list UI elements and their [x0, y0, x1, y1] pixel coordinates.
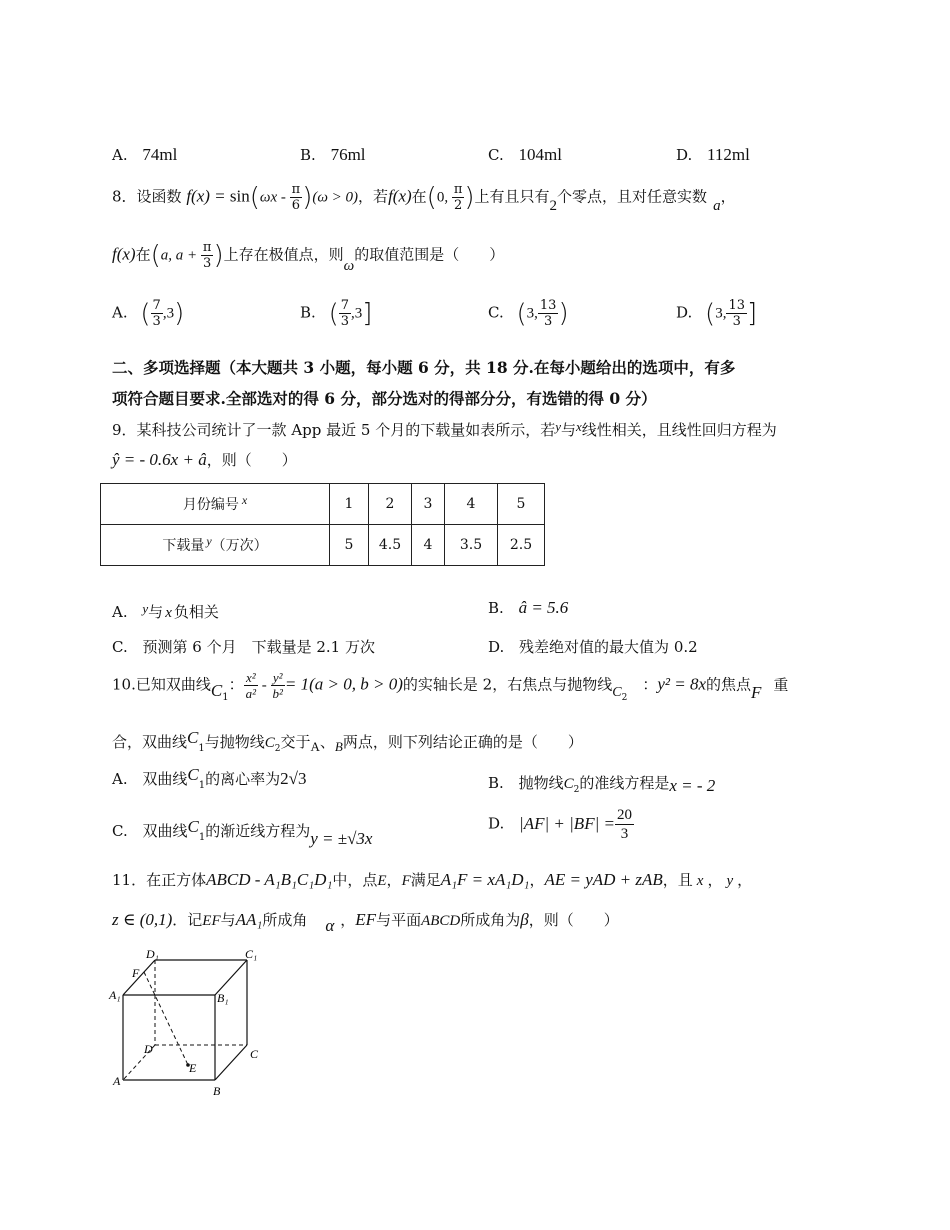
- option-value: 2√3: [280, 769, 307, 788]
- option-label: B.: [300, 146, 316, 164]
- option-label: D.: [488, 814, 505, 833]
- header-var: x: [241, 493, 248, 507]
- formula-cond: (ω > 0): [312, 189, 359, 206]
- text: 的取值范围是（ ）: [354, 245, 505, 264]
- download-table: [100, 483, 545, 566]
- regression-equation: ŷ = - 0.6x + â: [112, 450, 207, 469]
- option-value: 74ml: [142, 145, 178, 164]
- option-label: D.: [676, 303, 693, 322]
- denominator: 3: [620, 826, 629, 842]
- text: 的渐近线方程为: [205, 822, 311, 840]
- paren: ): [558, 298, 569, 329]
- minus: -: [258, 677, 271, 694]
- text: ，: [340, 911, 356, 929]
- option-value: 76ml: [330, 145, 366, 164]
- frac-7-3: $\frac{7}{3}$: [340, 298, 350, 329]
- table-header-month: [101, 484, 330, 525]
- text: 与: [148, 603, 164, 621]
- text: 与抛物线: [204, 733, 265, 751]
- angle-beta: β: [520, 910, 529, 929]
- parabola-equation: y² = 8x: [657, 674, 706, 694]
- option-label: D.: [676, 146, 693, 164]
- var-c1: C: [187, 765, 199, 784]
- option-value: 104ml: [518, 145, 562, 164]
- label-a1: A₁: [109, 988, 121, 1002]
- label-f: F: [132, 966, 140, 980]
- table-cell: 3.5: [445, 525, 498, 566]
- var-c2: C: [264, 735, 275, 751]
- frac-pi-3: $\frac{\pi}{3}$: [202, 240, 212, 271]
- q8-option-d: [676, 298, 757, 329]
- paren: (: [249, 182, 260, 213]
- text: 抛物线: [518, 774, 564, 792]
- q8-line2: [112, 240, 505, 274]
- plane-abcd: ABCD: [421, 913, 461, 929]
- sub: 1: [198, 832, 206, 843]
- frac-pi-6: $\frac{\pi}{6}$: [291, 182, 301, 213]
- q7-option-a: [112, 145, 177, 165]
- text: 的离心率为: [205, 770, 281, 788]
- q11-line1: [112, 869, 752, 890]
- q8-option-a: [112, 298, 184, 329]
- frac-13-3: $\frac{13}{3}$: [539, 298, 557, 329]
- table-cell: 2: [369, 484, 412, 525]
- z-range: z ∈ (0,1): [112, 910, 173, 929]
- text: ，: [529, 871, 545, 889]
- text: 个零点，且对任意实数: [557, 187, 708, 206]
- text: ，若: [358, 187, 389, 206]
- text: 与: [220, 911, 236, 929]
- table-cell: 2.5: [498, 525, 545, 566]
- text: 11．在正方体: [112, 871, 207, 889]
- paren: ): [213, 240, 224, 271]
- option-label: A.: [112, 303, 128, 322]
- text: 在: [135, 245, 151, 264]
- var-c2: C: [563, 776, 574, 792]
- var-omega: ω: [343, 257, 355, 274]
- q10-option-c: [112, 817, 373, 848]
- option-label: B.: [300, 303, 316, 322]
- option-value: 预测第 6 个月 下载量是 2.1 万次: [142, 638, 375, 656]
- text: ，且: [662, 871, 693, 889]
- text: 负相关: [173, 603, 219, 621]
- formula-sin: sin: [229, 186, 250, 206]
- text: 所成角为: [460, 911, 521, 929]
- text: 、: [319, 733, 335, 751]
- section-heading-line1: 二、多项选择题（本大题共 3 小题，每小题 6 分，共 18 分.在每小题给出的选项中，有多: [112, 358, 736, 377]
- option-label: C.: [488, 303, 504, 322]
- text: 双曲线: [142, 770, 188, 788]
- text: 交于: [280, 733, 311, 751]
- paren: (: [140, 298, 151, 329]
- section-heading-line2: 项符合题目要求.全部选对的得 6 分，部分选对的得部分分，有选错的得 0 分）: [112, 389, 657, 408]
- q9-option-a: [112, 601, 219, 622]
- sub: 2: [573, 785, 580, 795]
- point-a: A: [310, 739, 320, 754]
- cube-figure: [100, 940, 280, 1105]
- label-b: B: [213, 1084, 221, 1098]
- option-label: C.: [112, 638, 128, 656]
- var-y: y: [726, 873, 734, 889]
- var-y: y: [555, 419, 561, 434]
- paren: ]: [747, 298, 758, 329]
- frac-7-3: $\frac{7}{3}$: [152, 298, 161, 329]
- text: ，: [707, 871, 723, 889]
- q10-option-b: [488, 772, 715, 795]
- text: ，: [737, 871, 753, 889]
- q10-number: 10.已知双曲线: [112, 675, 211, 694]
- formula-fx: f(x): [112, 244, 136, 264]
- segment-ef: EF: [355, 910, 377, 929]
- table-cell: 4.5: [369, 525, 412, 566]
- label-c1: C₁: [245, 947, 258, 961]
- var-c1: C: [210, 680, 223, 700]
- var-a: a: [713, 197, 721, 214]
- label-b1: B₁: [217, 991, 229, 1005]
- text: 双曲线: [142, 822, 188, 840]
- text: ．记: [172, 911, 203, 929]
- label-a: A: [113, 1074, 121, 1088]
- point-b: B: [334, 739, 343, 754]
- var-y: y: [142, 601, 149, 616]
- option-value: y = ±√3x: [310, 829, 373, 848]
- text: 的实轴长是 2，右焦点与抛物线: [402, 675, 613, 694]
- option-value: x = - 2: [669, 776, 716, 795]
- q9-line1: [112, 419, 777, 440]
- table-row: [101, 525, 545, 566]
- point-f: F: [401, 873, 411, 889]
- label-d1: D₁: [146, 947, 159, 961]
- frac-x2-a2: $\frac{\text{x²}}{\text{a²}}$: [245, 670, 256, 701]
- option-label: B.: [488, 599, 504, 617]
- segment-ef: EF: [202, 913, 221, 929]
- option-label: C.: [112, 822, 128, 840]
- angle-alpha: α: [325, 916, 335, 935]
- table-cell: 4: [445, 484, 498, 525]
- paren: ): [174, 298, 185, 329]
- formula-f: f(x) =: [186, 186, 230, 206]
- var-f: F: [751, 682, 762, 702]
- frac-y2-b2: $\frac{\text{y²}}{\text{b²}}$: [272, 670, 283, 701]
- value: 3,: [526, 305, 538, 322]
- text: 9．某科技公司统计了一款 App 最近 5 个月的下载量如表所示，若: [112, 421, 556, 439]
- label-c: C: [250, 1047, 259, 1061]
- interval: a, a +: [160, 247, 201, 264]
- table-cell: 3: [412, 484, 445, 525]
- table-header-download: [101, 525, 330, 566]
- option-value: |AF| + |BF| =: [519, 813, 615, 833]
- option-label: B.: [488, 774, 504, 792]
- q7-option-b: [300, 145, 366, 165]
- vector-eq-2: AE = yAD + zAB: [544, 870, 663, 889]
- interval-start: 0,: [436, 189, 452, 206]
- formula-arg: ωx -: [259, 189, 290, 206]
- text: ，: [386, 871, 402, 889]
- q8-line1: [112, 182, 736, 213]
- q8-option-b: [300, 298, 372, 329]
- var-c2: C: [612, 684, 622, 700]
- paren: (: [150, 240, 161, 271]
- sub: 1: [198, 743, 205, 754]
- paren: (: [328, 298, 339, 329]
- label-e: E: [189, 1061, 197, 1075]
- option-value: 112ml: [707, 145, 750, 164]
- option-label: A.: [112, 146, 128, 164]
- paren: ): [302, 182, 313, 213]
- text: 在: [411, 187, 427, 206]
- sub: 1: [198, 780, 206, 791]
- var-x: x: [696, 873, 704, 889]
- q7-option-d: [676, 145, 750, 165]
- colon: ：: [627, 675, 658, 694]
- frac-13-3: $\frac{13}{3}$: [728, 298, 745, 329]
- option-label: A.: [112, 770, 128, 788]
- text: 两点，则下列结论正确的是（ ）: [342, 733, 583, 751]
- q9-option-b: [488, 598, 568, 618]
- text: 上有且只有: [474, 187, 550, 206]
- label-d: D: [144, 1042, 153, 1056]
- header-unit: （万次）: [211, 538, 268, 554]
- count: 2: [549, 197, 558, 214]
- text: ，: [720, 187, 736, 206]
- table-cell: 5: [330, 525, 369, 566]
- q11-line2: [112, 909, 619, 935]
- option-value: 残差绝对值的最大值为 0.2: [519, 638, 698, 656]
- cube-name: ABCD - A₁B₁C₁D₁: [206, 870, 333, 889]
- header-text: 月份编号: [182, 497, 239, 513]
- value: ,3: [351, 305, 363, 322]
- sub: 2: [621, 692, 628, 703]
- text: 与: [560, 421, 576, 439]
- q9-option-c: [112, 636, 375, 657]
- q10-option-d: [488, 806, 634, 843]
- frac-pi-2: $\frac{\pi}{2}$: [453, 182, 463, 213]
- q8-option-c: [488, 298, 569, 329]
- text: ，则（ ）: [528, 911, 619, 929]
- value: ,3: [162, 305, 175, 322]
- table-cell: 5: [498, 484, 545, 525]
- text: 与平面: [376, 911, 422, 929]
- value: 3,: [715, 305, 727, 322]
- formula-fx: f(x): [388, 186, 412, 206]
- var-c1: C: [187, 728, 199, 747]
- sub: 1: [222, 691, 229, 703]
- option-label: C.: [488, 146, 504, 164]
- table-cell: 1: [330, 484, 369, 525]
- vector-eq-1: A₁F = xA₁D₁: [440, 870, 530, 889]
- option-value: â = 5.6: [518, 598, 569, 617]
- text: 重: [773, 675, 789, 694]
- table-row: [101, 484, 545, 525]
- point-e: E: [377, 873, 387, 889]
- paren: ): [464, 182, 475, 213]
- table-cell: 4: [412, 525, 445, 566]
- paren: (: [705, 298, 716, 329]
- text: 中，点: [332, 871, 378, 889]
- text: 的准线方程是: [579, 774, 670, 792]
- equation-tail: = 1(a > 0, b > 0): [284, 674, 403, 694]
- sub: 2: [274, 744, 281, 754]
- q8-number: 8．设函数: [112, 187, 182, 206]
- paren: ]: [362, 298, 373, 329]
- text: 线性相关，且线性回归方程为: [581, 421, 777, 439]
- paren: (: [516, 298, 527, 329]
- text: ：: [228, 675, 244, 694]
- option-label: D.: [488, 638, 505, 656]
- text: 所成角: [262, 911, 308, 929]
- q10-option-a: [112, 765, 307, 791]
- var-x: x: [165, 605, 172, 621]
- q10-line1: [112, 670, 788, 701]
- text: 的焦点: [706, 675, 752, 694]
- header-text: 下载量: [162, 538, 205, 554]
- var-c1: C: [187, 817, 199, 836]
- text: 上存在极值点，则: [223, 245, 344, 264]
- frac-20-3: [615, 806, 634, 843]
- var-x: x: [576, 419, 582, 434]
- q9-line2: [112, 449, 297, 470]
- numerator: 20: [616, 807, 632, 823]
- q9-option-d: [488, 636, 698, 657]
- text: ，则（ ）: [206, 451, 297, 469]
- text: 满足: [410, 871, 441, 889]
- header-var: y: [206, 534, 212, 548]
- q7-option-c: [488, 145, 562, 165]
- paren: (: [426, 182, 437, 213]
- option-label: A.: [112, 603, 128, 621]
- segment-aa1: AA₁: [235, 910, 263, 929]
- text: 合，双曲线: [112, 733, 188, 751]
- q10-line2: [112, 728, 583, 754]
